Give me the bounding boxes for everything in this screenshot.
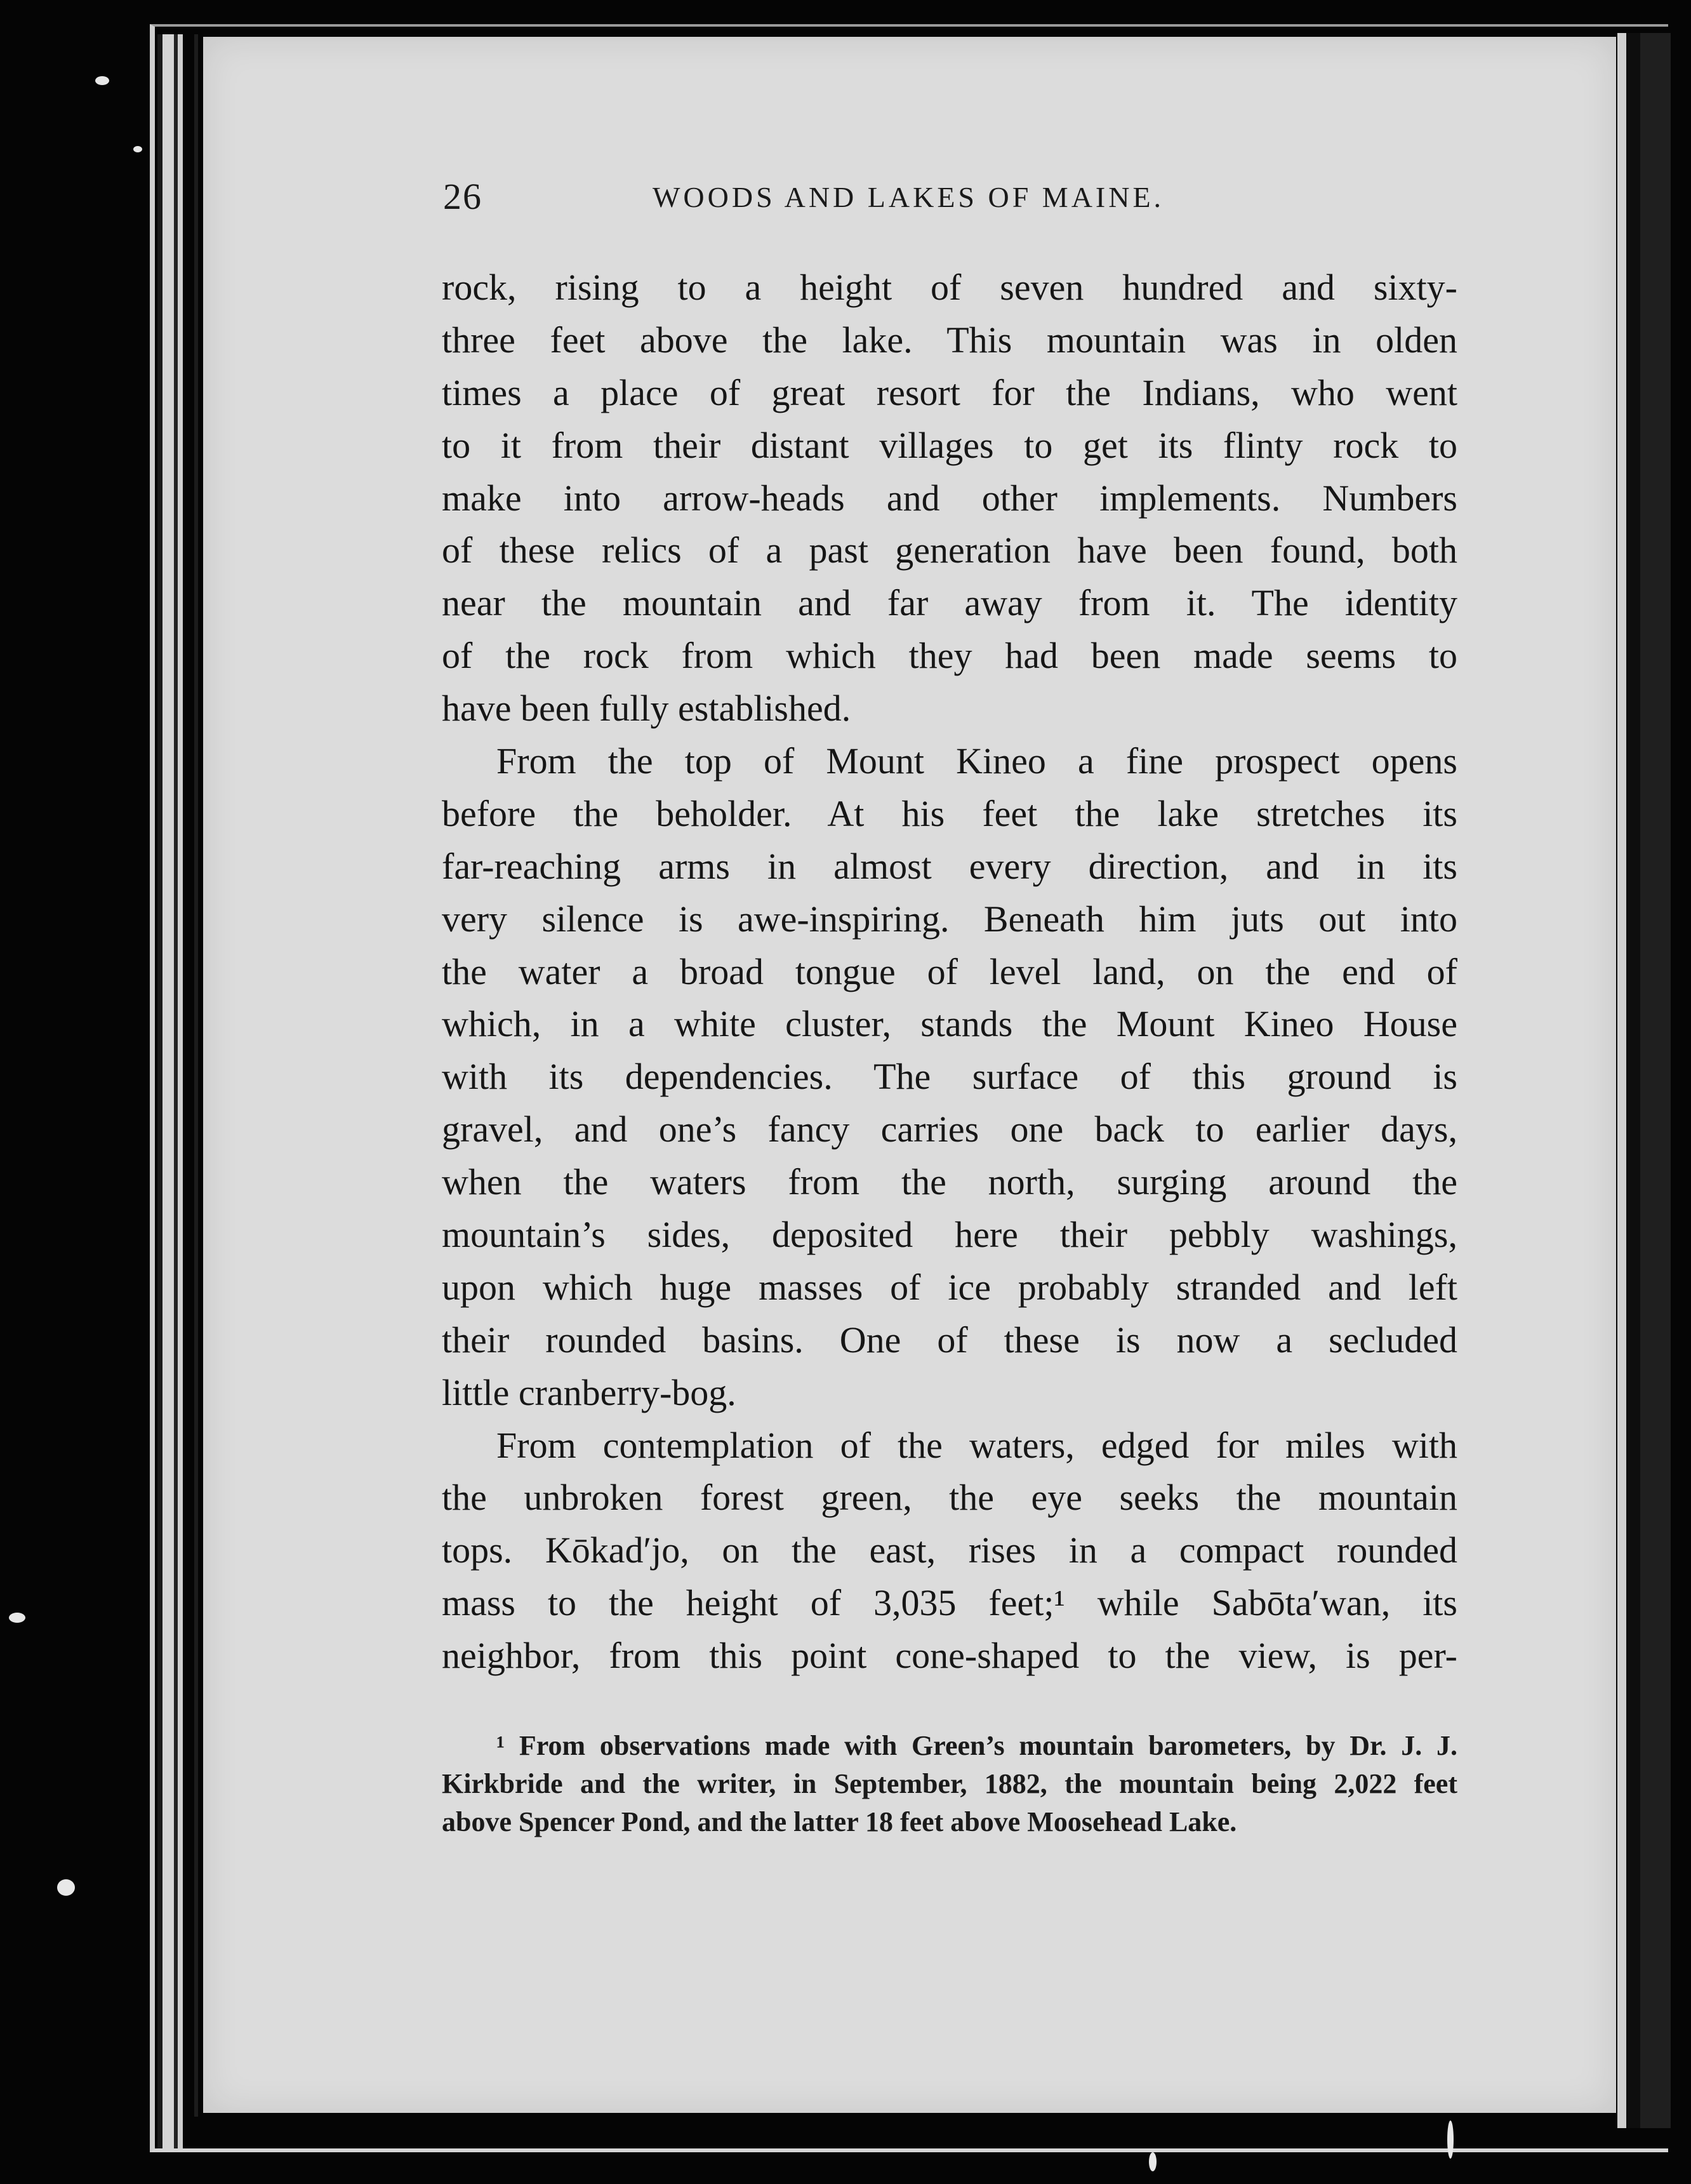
text-line: neighbor, from this point cone-shaped to the view, is per- [442, 1635, 1457, 1677]
text-line: of these relics of a past generation have been found, both [442, 529, 1457, 571]
text-line: far-reaching arms in almost every direction, and in its [442, 845, 1457, 887]
book-cover-edge [157, 34, 183, 2148]
text-line: little cranberry-bog. [442, 1371, 736, 1413]
text-line: which, in a white cluster, stands the Mount Kineo House [442, 1003, 1457, 1045]
text-line: mountain’s sides, deposited here their pebbly washings, [442, 1214, 1457, 1256]
footnote-line: Kirkbride and the writer, in September, 1882, the mountain being 2,022 feet [442, 1768, 1457, 1799]
text-line: their rounded basins. One of these is now a secluded [442, 1319, 1457, 1361]
scan-speck [57, 1879, 75, 1896]
text-line: tops. Kōkad′jo, on the east, rises in a compact rounded [442, 1529, 1457, 1571]
text-line: make into arrow-heads and other implements. Numbers [442, 477, 1457, 519]
page-binding-line [194, 34, 198, 2117]
text-line: before the beholder. At his feet the lake stretches its [442, 792, 1457, 834]
text-line: From the top of Mount Kineo a fine prospect opens [496, 740, 1457, 782]
scan-speck [133, 146, 142, 152]
scan-speck [1447, 2121, 1454, 2159]
text-line: of the rock from which they had been made seems to [442, 635, 1457, 677]
text-line: near the mountain and far away from it. The identity [442, 582, 1457, 624]
text-line: three feet above the lake. This mountain was in olden [442, 319, 1457, 361]
text-line: gravel, and one’s fancy carries one back to earlier days, [442, 1109, 1457, 1150]
text-line: have been fully established. [442, 688, 851, 729]
text-line: to it from their distant villages to get its flinty rock to [442, 424, 1457, 466]
page-number: 26 [443, 176, 482, 217]
running-header [443, 175, 1459, 220]
footnote-line: ¹ From observations made with Green’s mountain barometers, by Dr. J. J. [496, 1730, 1457, 1761]
text-line: From contemplation of the waters, edged for miles with [496, 1424, 1457, 1466]
scan-speck [95, 76, 109, 85]
text-line: the water a broad tongue of level land, on the end of [442, 950, 1457, 992]
running-title: WOODS AND LAKES OF MAINE. [653, 181, 1165, 213]
footnote [442, 1727, 1457, 1841]
scan-speck [9, 1613, 25, 1623]
text-line: times a place of great resort for the Indians, who went [442, 371, 1457, 413]
text-line: upon which huge masses of ice probably stranded and left [442, 1266, 1457, 1308]
text-line: with its dependencies. The surface of this ground is [442, 1056, 1457, 1098]
text-line: very silence is awe-inspiring. Beneath him juts out into [442, 898, 1457, 940]
scan-speck [1149, 2152, 1157, 2171]
text-line: rock, rising to a height of seven hundred and sixty- [442, 267, 1457, 308]
text-line: when the waters from the north, surging around the [442, 1161, 1457, 1203]
page-right-edge [1617, 33, 1671, 2128]
footnote-line: above Spencer Pond, and the latter 18 feet above Moosehead Lake. [442, 1806, 1237, 1837]
text-line: the unbroken forest green, the eye seeks the mountain [442, 1477, 1457, 1519]
body-text [442, 262, 1457, 1682]
text-line: mass to the height of 3,035 feet;¹ while Sabōta′wan, its [442, 1582, 1457, 1624]
